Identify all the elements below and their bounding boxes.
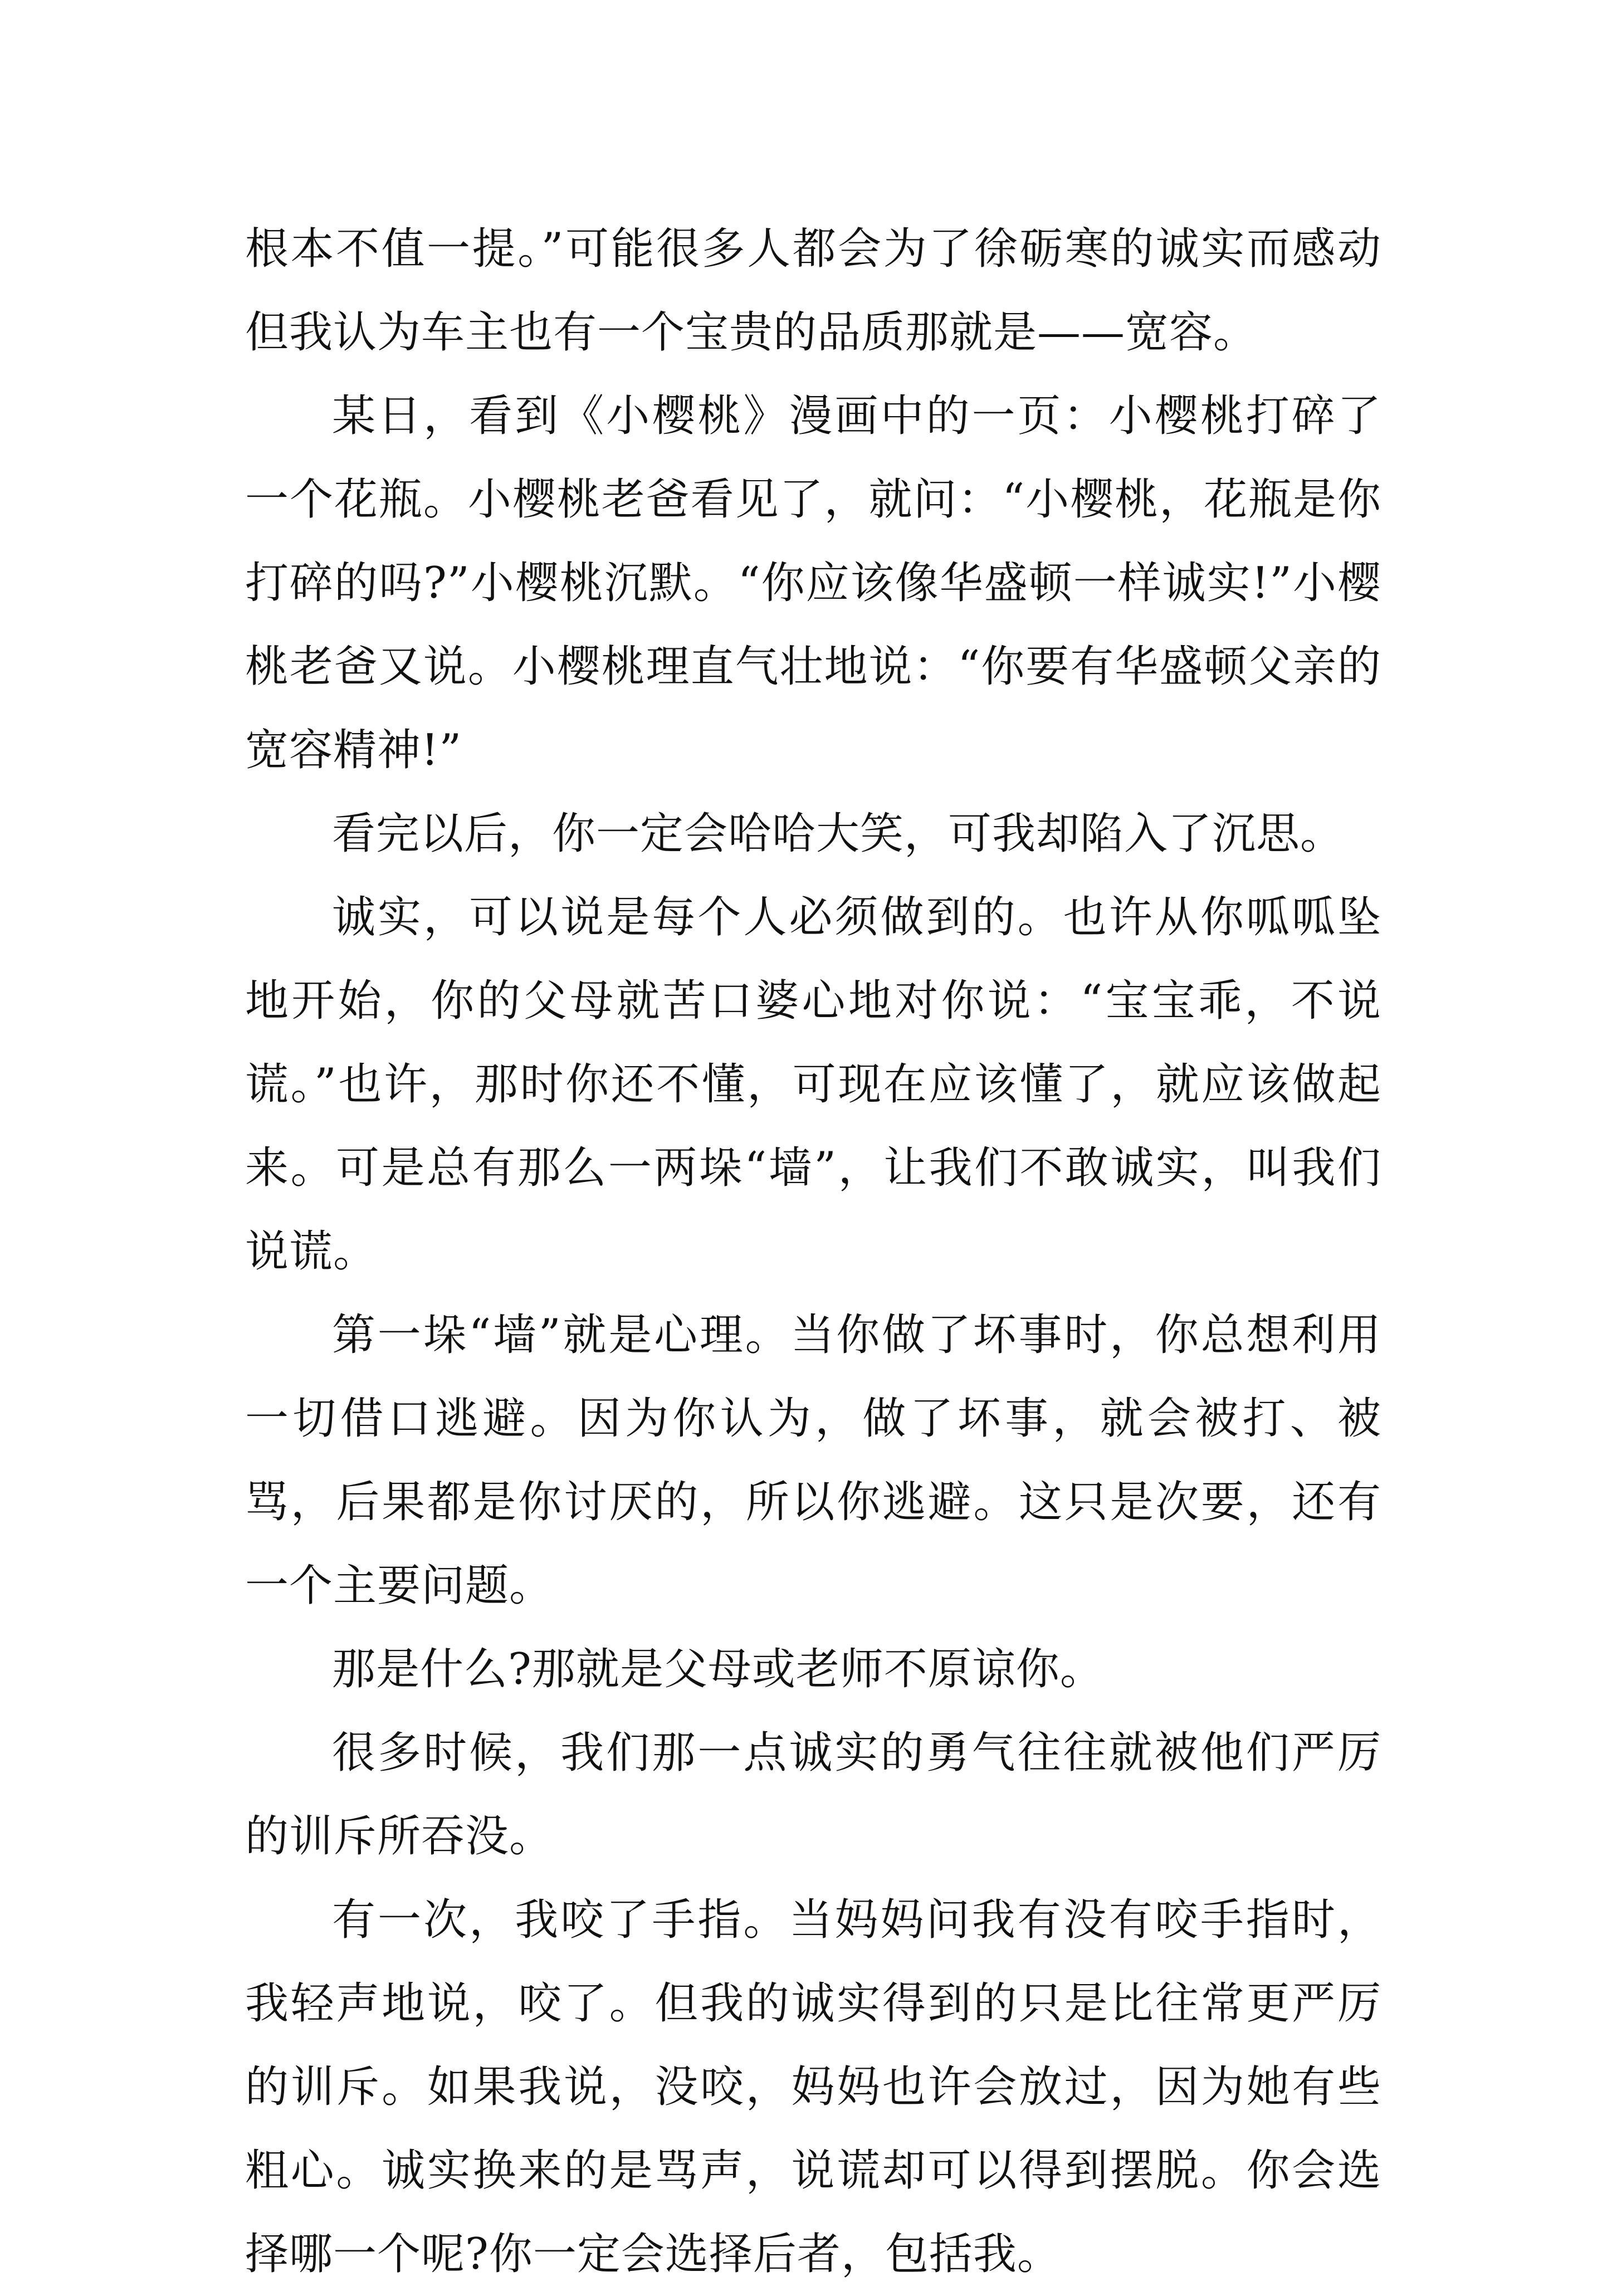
body-text [245, 207, 1381, 2296]
paragraph-5: 第一垛“墙”就是心理。当你做了坏事时，你总想利用一切借口逃避。因为你认为，做了坏事，就会被打、被骂，后果都是你讨厌的，所以你逃避。这只是次要，还有一个主要问题。 [245, 1310, 1381, 1611]
paragraph-2: 某日，看到《小樱桃》漫画中的一页：小樱桃打碎了一个花瓶。小樱桃老爸看见了，就问：“小樱桃，花瓶是你打碎的吗?”小樱桃沉默。“你应该像华盛顿一样诚实!”小樱桃老爸又说。小樱桃理直气壮地说：“你要有华盛顿父亲的宽容精神!” [245, 391, 1381, 775]
paragraph-3: 看完以后，你一定会哈哈大笑，可我却陷入了沉思。 [332, 809, 1345, 859]
paragraph-6: 那是什么?那就是父母或老师不原谅你。 [332, 1644, 1104, 1694]
paragraph-1: 根本不值一提。”可能很多人都会为了徐砺寒的诚实而感动但我认为车主也有一个宝贵的品质那就是——宽容。 [245, 224, 1381, 358]
paragraph-4: 诚实，可以说是每个人必须做到的。也许从你呱呱坠地开始，你的父母就苦口婆心地对你说：“宝宝乖，不说谎。”也许，那时你还不懂，可现在应该懂了，就应该做起来。可是总有那么一两垛“墙”，让我们不敢诚实，叫我们说谎。 [245, 892, 1381, 1277]
paragraph-7: 很多时候，我们那一点诚实的勇气往往就被他们严厉的训斥所吞没。 [245, 1728, 1381, 1862]
paragraph-8: 有一次，我咬了手指。当妈妈问我有没有咬手指时，我轻声地说，咬了。但我的诚实得到的只是比往常更严厉的训斥。如果我说，没咬，妈妈也许会放过，因为她有些粗心。诚实换来的是骂声，说谎却可以得到摆脱。你会选择哪一个呢?你一定会选择后者，包括我。 [245, 1895, 1381, 2279]
